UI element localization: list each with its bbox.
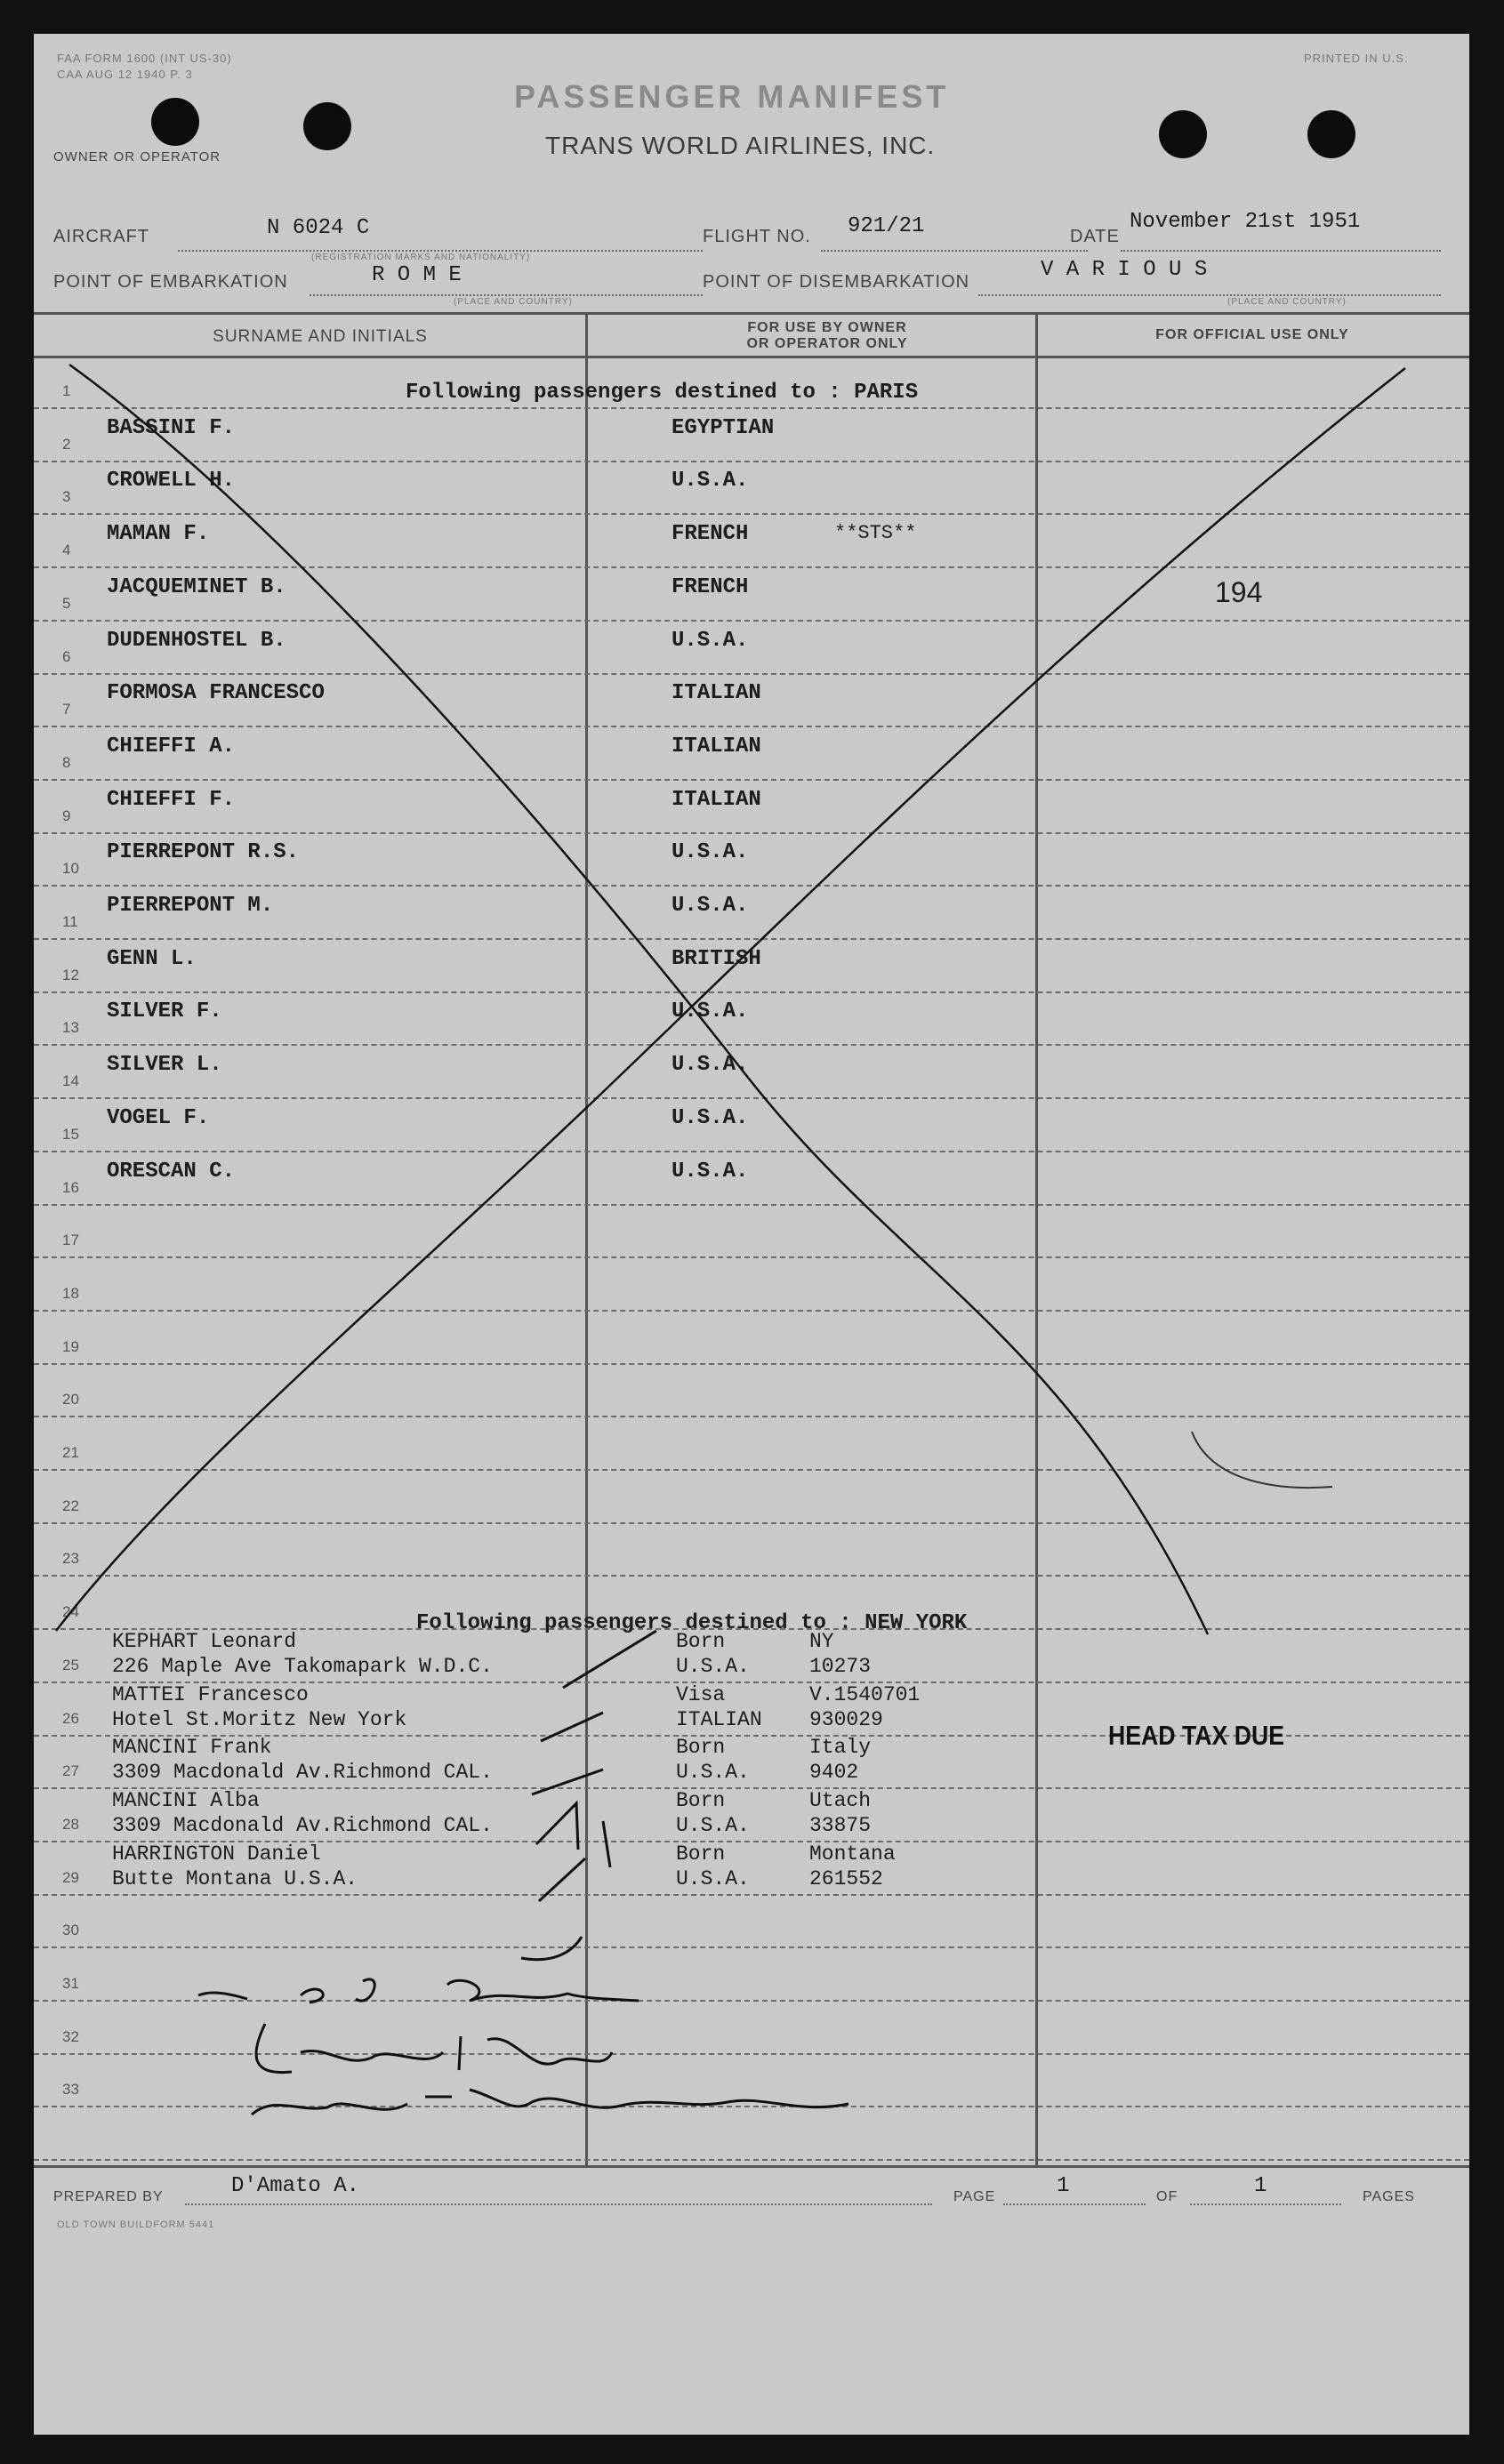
- flight-label: FLIGHT NO.: [703, 227, 811, 246]
- passenger-name: JACQUEMINET B.: [107, 575, 286, 599]
- head-tax-stamp: HEAD TAX DUE: [1108, 1720, 1284, 1751]
- passenger-name: DUDENHOSTEL B.: [107, 629, 286, 653]
- passenger-nationality: U.S.A.: [676, 1867, 750, 1890]
- row-number: 28: [62, 1816, 79, 1833]
- passenger-nationality: EGYPTIAN: [672, 416, 775, 440]
- prepared-value: D'Amato A.: [231, 2174, 360, 2198]
- passenger-nationality: ITALIAN: [672, 734, 761, 758]
- signature-2: [256, 2024, 612, 2073]
- passenger-address: 226 Maple Ave Takomapark W.D.C.: [112, 1655, 493, 1678]
- cancel-cross-stroke-2: [56, 368, 1405, 1631]
- flight-value: 921/21: [848, 214, 925, 238]
- passenger-status: Born: [676, 1789, 726, 1812]
- section-header-newyork: Following passengers destined to : NEW YORK: [416, 1611, 968, 1635]
- official-number: 194: [1215, 576, 1263, 608]
- passenger-detail-1: NY: [809, 1630, 834, 1653]
- owner-label: OWNER OR OPERATOR: [53, 149, 221, 165]
- row-number: 2: [62, 436, 71, 453]
- manifest-sheet: [34, 34, 1469, 2435]
- check-mark-4: [536, 1803, 610, 1867]
- passenger-detail-1: Italy: [809, 1736, 872, 1759]
- passenger-nationality: ITALIAN: [672, 788, 761, 812]
- passenger-nationality: U.S.A.: [672, 1106, 749, 1130]
- row-number: 11: [62, 913, 78, 930]
- row-number: 25: [62, 1657, 79, 1673]
- passenger-detail-2: 930029: [809, 1708, 883, 1731]
- passenger-nationality: U.S.A.: [672, 629, 749, 653]
- pen-marks: [34, 34, 1469, 2435]
- passenger-detail-1: Utach: [809, 1789, 872, 1812]
- check-mark-2: [541, 1713, 603, 1741]
- row-number: 10: [62, 860, 79, 877]
- passenger-detail-1: Montana: [809, 1842, 896, 1866]
- row-number: 23: [62, 1550, 79, 1567]
- check-mark-5: [539, 1858, 585, 1901]
- passenger-nationality: U.S.A.: [672, 469, 749, 493]
- embark-sub: (PLACE AND COUNTRY): [454, 297, 573, 307]
- page-label: PAGE: [953, 2189, 996, 2204]
- signature-3: [252, 2090, 849, 2115]
- row-number: 18: [62, 1285, 79, 1302]
- row-number: 15: [62, 1126, 79, 1143]
- row-number: 32: [62, 2028, 79, 2045]
- row-number: 14: [62, 1072, 79, 1089]
- date-value: November 21st 1951: [1130, 210, 1361, 234]
- column-header-official: FOR OFFICIAL USE ONLY: [1155, 327, 1349, 342]
- passenger-address: 3309 Macdonald Av.Richmond CAL.: [112, 1814, 493, 1837]
- row-number: 22: [62, 1497, 79, 1514]
- passenger-name: HARRINGTON Daniel: [112, 1842, 321, 1866]
- passenger-name: FORMOSA FRANCESCO: [107, 681, 325, 705]
- passenger-nationality: U.S.A.: [672, 1053, 749, 1077]
- embark-value: R O M E: [372, 263, 462, 287]
- row-number: 26: [62, 1710, 79, 1727]
- row-number: 1: [62, 382, 71, 399]
- row-number: 17: [62, 1232, 79, 1248]
- check-mark-6: [521, 1937, 582, 1960]
- passenger-status: Visa: [676, 1683, 726, 1706]
- passenger-detail-2: 10273: [809, 1655, 872, 1678]
- row-number: 24: [62, 1603, 79, 1620]
- check-mark-1: [563, 1631, 656, 1688]
- passenger-nationality: U.S.A.: [676, 1655, 750, 1678]
- passenger-name: PIERREPONT R.S.: [107, 840, 300, 864]
- check-mark-3: [532, 1770, 603, 1794]
- disembark-sub: (PLACE AND COUNTRY): [1227, 297, 1347, 307]
- passenger-nationality: U.S.A.: [672, 894, 749, 918]
- passenger-nationality: ITALIAN: [676, 1708, 762, 1731]
- passenger-name: BASSINI F.: [107, 416, 236, 440]
- row-number: 29: [62, 1869, 79, 1886]
- passenger-nationality: FRENCH: [672, 575, 749, 599]
- passenger-detail-2: 9402: [809, 1761, 859, 1784]
- passenger-name: MANCINI Alba: [112, 1789, 260, 1812]
- row-number: 20: [62, 1391, 79, 1408]
- row-number: 30: [62, 1922, 79, 1938]
- prepared-label: PREPARED BY: [53, 2189, 164, 2204]
- passenger-name: CHIEFFI A.: [107, 734, 236, 758]
- printed-in: PRINTED IN U.S.: [1304, 52, 1409, 65]
- passenger-name: CROWELL H.: [107, 469, 236, 493]
- row-number: 27: [62, 1762, 79, 1779]
- manifest-title: PASSENGER MANIFEST: [514, 78, 950, 115]
- passenger-nationality: U.S.A.: [672, 1160, 749, 1184]
- passenger-detail-2: 33875: [809, 1814, 872, 1837]
- row-number: 19: [62, 1338, 79, 1355]
- row-number: 16: [62, 1179, 79, 1196]
- row-number: 6: [62, 648, 71, 665]
- passenger-name: VOGEL F.: [107, 1106, 210, 1130]
- passenger-status: Born: [676, 1736, 726, 1759]
- row-number: 8: [62, 754, 71, 771]
- row-number: 7: [62, 701, 71, 718]
- section-header-paris: Following passengers destined to : PARIS: [406, 381, 919, 405]
- passenger-address: 3309 Macdonald Av.Richmond CAL.: [112, 1761, 493, 1784]
- passenger-nationality: U.S.A.: [676, 1761, 750, 1784]
- passenger-name: ORESCAN C.: [107, 1160, 236, 1184]
- of-value: 1: [1254, 2174, 1267, 2198]
- form-approval: CAA AUG 12 1940 P. 3: [57, 68, 193, 81]
- pages-label: PAGES: [1363, 2189, 1415, 2204]
- passenger-name: SILVER L.: [107, 1053, 222, 1077]
- passenger-nationality: U.S.A.: [676, 1814, 750, 1837]
- passenger-nationality: U.S.A.: [672, 999, 749, 1023]
- row-number: 5: [62, 595, 71, 612]
- passenger-name: MANCINI Frank: [112, 1736, 272, 1759]
- row-number: 33: [62, 2081, 79, 2098]
- row-number: 4: [62, 542, 71, 558]
- passenger-detail-2: 261552: [809, 1867, 883, 1890]
- row-number: 13: [62, 1019, 79, 1036]
- passenger-name: CHIEFFI F.: [107, 788, 236, 812]
- footer-print: OLD TOWN BUILDFORM 5441: [57, 2219, 215, 2230]
- of-label: OF: [1156, 2189, 1178, 2204]
- passenger-nationality: U.S.A.: [672, 840, 749, 864]
- passenger-status: Born: [676, 1842, 726, 1866]
- row-number: 3: [62, 488, 71, 505]
- passenger-nationality: BRITISH: [672, 947, 761, 971]
- signature-1: [198, 1979, 639, 2003]
- embark-label: POINT OF EMBARKATION: [53, 272, 288, 292]
- aircraft-sub: (REGISTRATION MARKS AND NATIONALITY): [311, 253, 531, 262]
- passenger-address: Butte Montana U.S.A.: [112, 1867, 358, 1890]
- cancel-cross-stroke-1: [69, 365, 1208, 1634]
- passenger-name: MATTEI Francesco: [112, 1683, 309, 1706]
- operator-name: TRANS WORLD AIRLINES, INC.: [545, 132, 936, 159]
- passenger-nationality: ITALIAN: [672, 681, 761, 705]
- passenger-nationality: FRENCH: [672, 522, 749, 546]
- disembark-value: V A R I O U S: [1041, 258, 1208, 282]
- column-header-owner-1: FOR USE BY OWNER: [747, 320, 907, 335]
- row-number: 21: [62, 1444, 79, 1461]
- passenger-detail-1: V.1540701: [809, 1683, 921, 1706]
- column-header-name: SURNAME AND INITIALS: [213, 327, 428, 346]
- passenger-name: GENN L.: [107, 947, 197, 971]
- row-number: 12: [62, 967, 79, 983]
- passenger-name: KEPHART Leonard: [112, 1630, 297, 1653]
- passenger-name: PIERREPONT M.: [107, 894, 274, 918]
- column-header-owner-2: OR OPERATOR ONLY: [746, 336, 908, 351]
- passenger-note: **STS**: [834, 522, 917, 544]
- row-number: 31: [62, 1975, 79, 1992]
- aircraft-value: N 6024 C: [267, 216, 370, 240]
- passenger-name: MAMAN F.: [107, 522, 210, 546]
- disembark-label: POINT OF DISEMBARKATION: [703, 272, 970, 292]
- passenger-name: SILVER F.: [107, 999, 222, 1023]
- passenger-status: Born: [676, 1630, 726, 1653]
- date-label: DATE: [1070, 227, 1120, 246]
- aircraft-label: AIRCRAFT: [53, 227, 149, 246]
- form-number: FAA FORM 1600 (INT US-30): [57, 52, 232, 65]
- passenger-address: Hotel St.Moritz New York: [112, 1708, 407, 1731]
- page-value: 1: [1057, 2174, 1070, 2198]
- row-number: 9: [62, 807, 71, 824]
- pen-scribble: [1192, 1432, 1332, 1488]
